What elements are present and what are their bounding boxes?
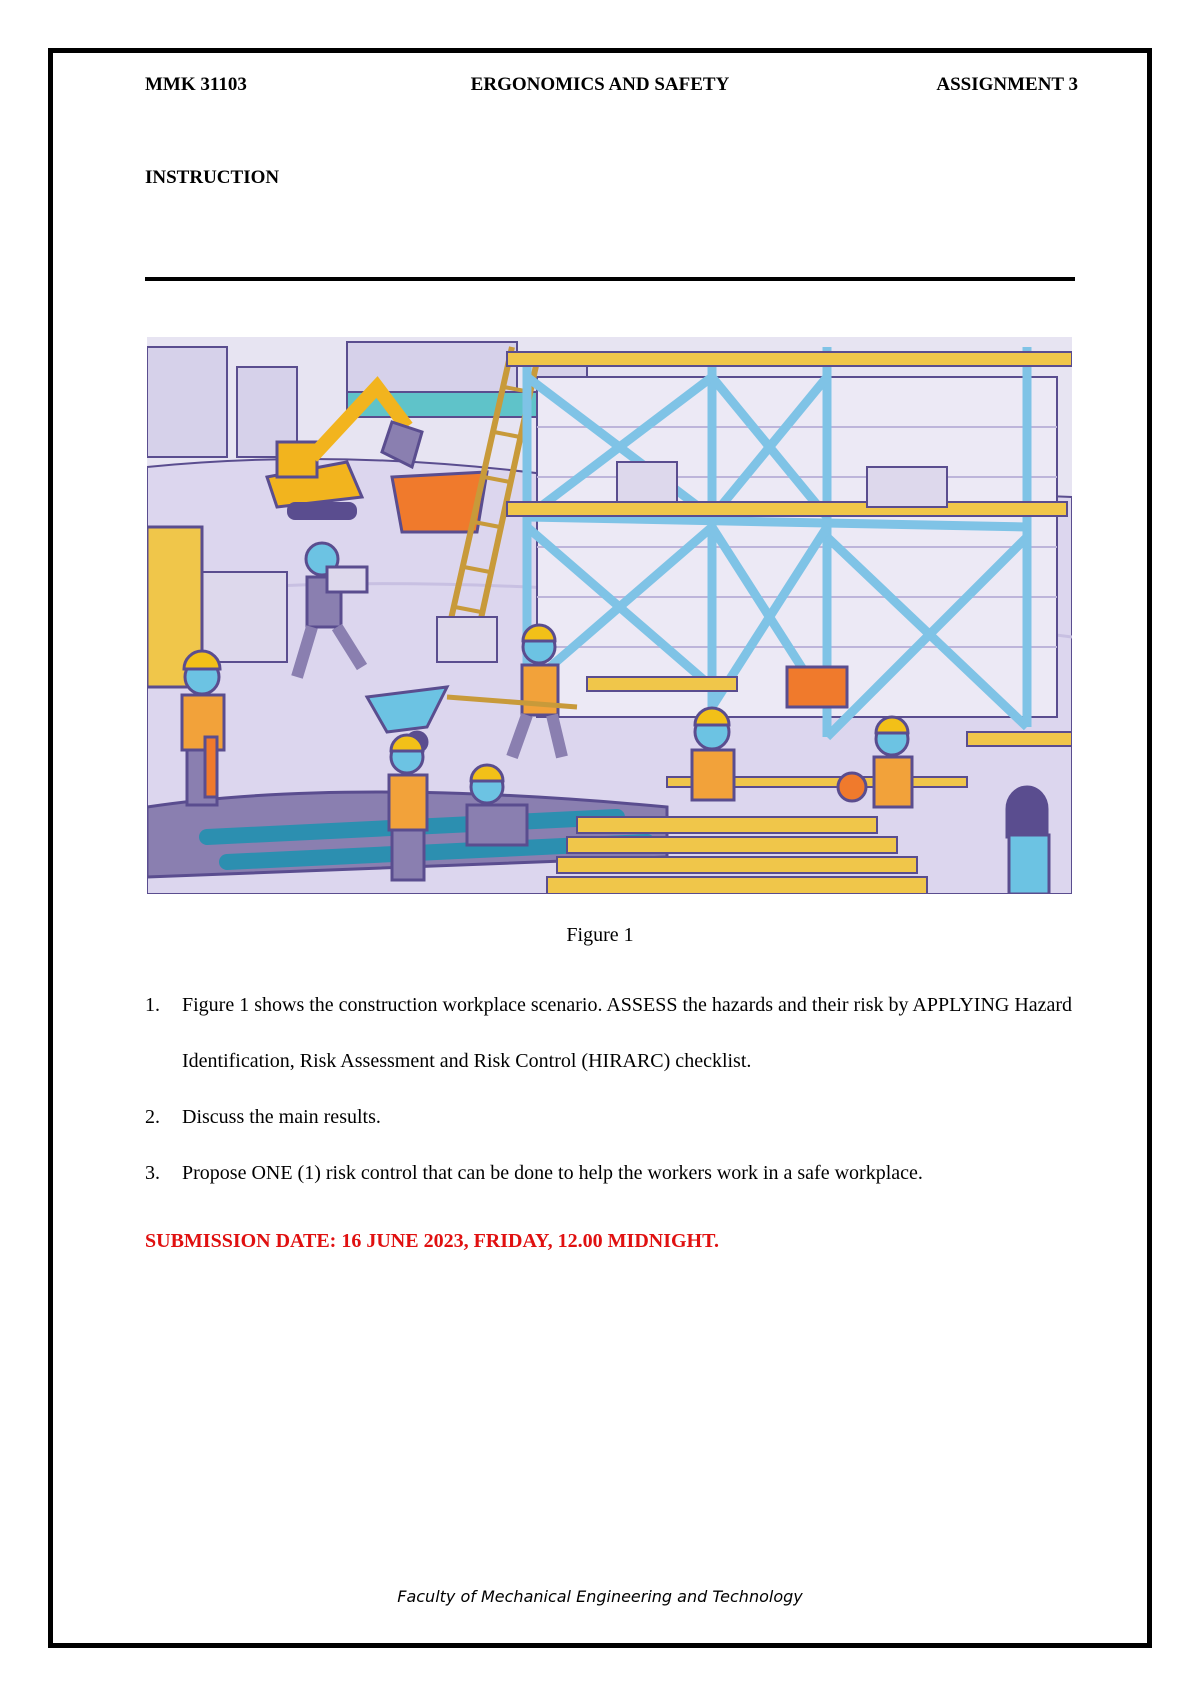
question-number: 2. <box>145 1106 160 1128</box>
section-title: INSTRUCTION <box>145 167 280 188</box>
course-code: MMK 31103 <box>145 74 247 95</box>
figure-caption: Figure 1 <box>566 924 634 946</box>
divider <box>145 277 1075 281</box>
question-text: Discuss the main results. <box>182 1106 381 1128</box>
question-number: 1. <box>145 994 160 1016</box>
question-text: Figure 1 shows the construction workplace scenario. ASSESS the hazards and their risk by APPLYING Hazard Identification, Risk Assessment and Risk Control (HIRARC) checklist. <box>182 994 1073 1072</box>
question-list <box>145 977 1085 1201</box>
submission-date: SUBMISSION DATE: 16 JUNE 2023, FRIDAY, 12.00 MIDNIGHT. <box>145 1230 719 1252</box>
question-text: Propose ONE (1) risk control that can be done to help the workers work in a safe workplace. <box>182 1162 923 1184</box>
faculty-footer: Faculty of Mechanical Engineering and Technology <box>397 1587 803 1606</box>
question-item <box>145 1089 1085 1145</box>
construction-illustration <box>147 337 1072 894</box>
generator <box>787 667 847 707</box>
question-number: 3. <box>145 1162 160 1184</box>
question-item <box>145 1145 1085 1201</box>
assignment-label: ASSIGNMENT 3 <box>936 74 1078 95</box>
course-title: ERGONOMICS AND SAFETY <box>470 74 730 95</box>
question-item <box>145 977 1085 1089</box>
